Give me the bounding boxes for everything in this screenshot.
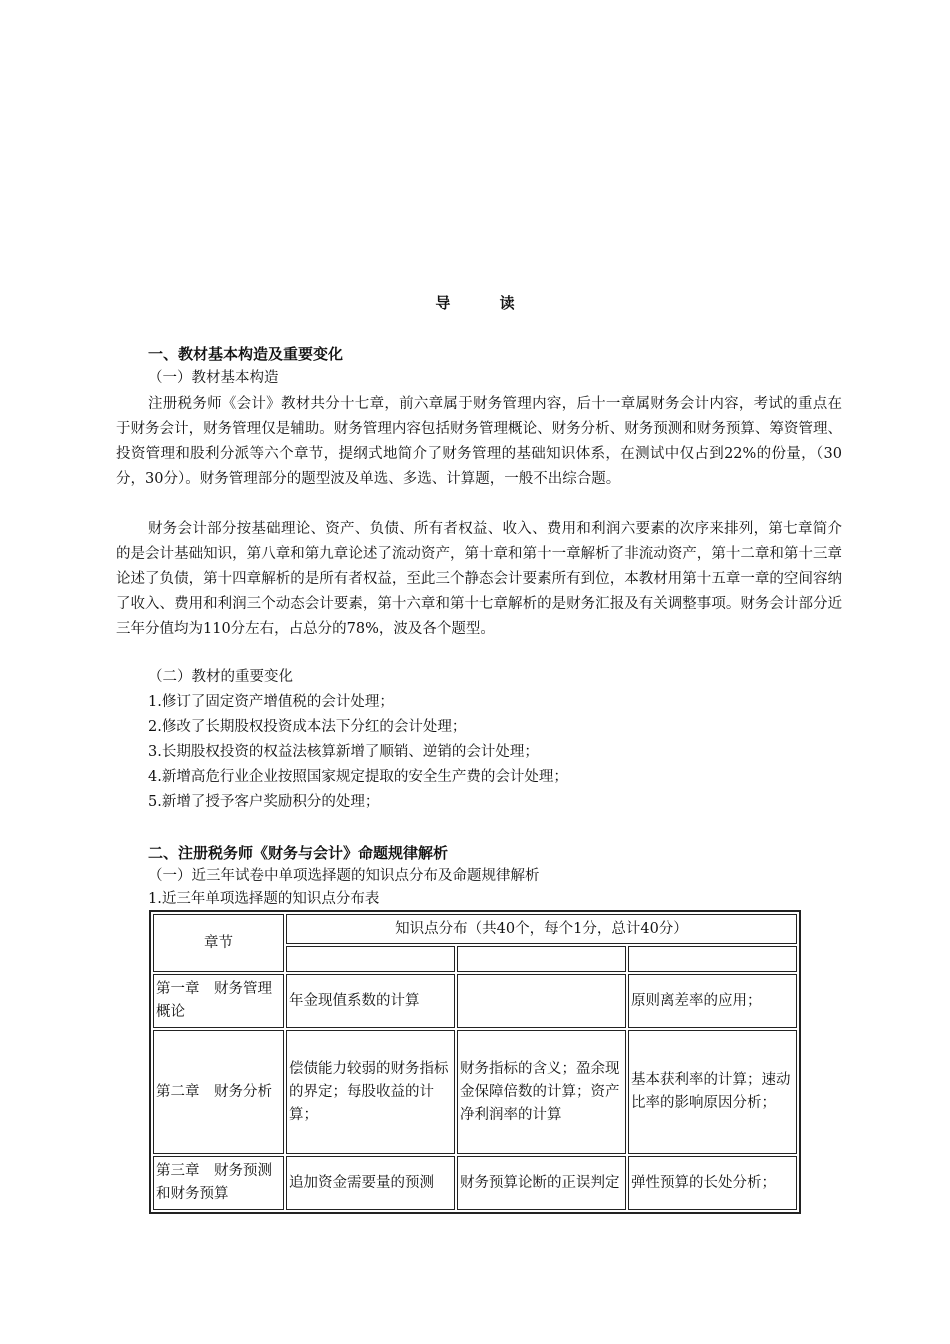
change-item: 3.长期股权投资的权益法核算新增了顺销、逆销的会计处理； [148,744,539,760]
table-cell: 原则离差率的应用； [628,974,797,1028]
change-item: 2.修改了长期股权投资成本法下分红的会计处理； [148,719,467,735]
knowledge-point-table [149,910,801,1214]
header-chapter: 章节 [153,914,284,972]
table-row [153,1156,797,1210]
change-item: 1.修订了固定资产增值税的会计处理； [148,694,394,710]
header-distribution: 知识点分布（共40个，每个1分，总计40分） [286,914,797,944]
table-cell: 基本获利率的计算；速动比率的影响原因分析； [628,1030,797,1154]
table-cell: 追加资金需要量的预测 [286,1156,455,1210]
section1-para2 [116,517,842,642]
table-cell: 财务预算论断的正误判定 [457,1156,626,1210]
table-cell: 偿债能力较弱的财务指标的界定；每股收益的计算； [286,1030,455,1154]
table-cell [457,974,626,1028]
change-item: 4.新增高危行业企业按照国家规定提取的安全生产费的会计处理； [148,769,568,785]
row-chapter: 第一章 财务管理概论 [153,974,284,1028]
table-cell: 财务指标的含义；盈余现金保障倍数的计算；资产净利润率的计算 [457,1030,626,1154]
page-title: 导 读 [435,294,537,312]
section1-sub1: （一）教材基本构造 [148,370,279,386]
para2-text: 财务会计部分按基础理论、资产、负债、所有者权益、收入、费用和利润六要素的次序来排列，第七章简介的是会计基础知识，第八章和第九章论述了流动资产，第十章和第十一章解析了非流动资产，第十二章和第十三章论述了负债，第十四章解析的是所有者权益，至此三个静态会计要素所有到位，本教材用第十五章一章的空间容纳了收入、费用和利润三个动态会计要素，第十六章和第十七章解析的是财务汇报及有关调整事项。财务会计部分近三年分值均为110分左右，占总分的78%，波及各个题型。 [116,521,842,637]
table-cell: 弹性预算的长处分析； [628,1156,797,1210]
change-item: 5.新增了授予客户奖励积分的处理； [148,794,380,810]
section1-para1 [116,392,842,492]
table-cell [457,946,626,972]
row-chapter: 第二章 财务分析 [153,1030,284,1154]
table-caption: 1.近三年单项选择题的知识点分布表 [148,891,380,907]
table-header-row [153,914,797,944]
section2-heading: 二、注册税务师《财务与会计》命题规律解析 [148,844,449,862]
section1-heading: 一、教材基本构造及重要变化 [148,345,344,363]
table-cell [286,946,455,972]
section2-sub1: （一）近三年试卷中单项选择题的知识点分布及命题规律解析 [148,868,540,884]
section1-sub2: （二）教材的重要变化 [148,669,293,685]
row-chapter: 第三章 财务预测和财务预算 [153,1156,284,1210]
para1-text: 注册税务师《会计》教材共分十七章，前六章属于财务管理内容，后十一章属财务会计内容，考试的重点在于财务会计，财务管理仅是辅助。财务管理内容包括财务管理概论、财务分析、财务预测和财务预算、筹资管理、投资管理和股利分派等六个章节，提纲式地简介了财务管理的基础知识体系，在测试中仅占到22%的份量，（30分，30分）。财务管理部分的题型波及单选、多选、计算题，一般不出综合题。 [116,396,842,487]
table-row [153,974,797,1028]
table-cell [628,946,797,972]
table-row [153,1030,797,1154]
table-cell: 年金现值系数的计算 [286,974,455,1028]
